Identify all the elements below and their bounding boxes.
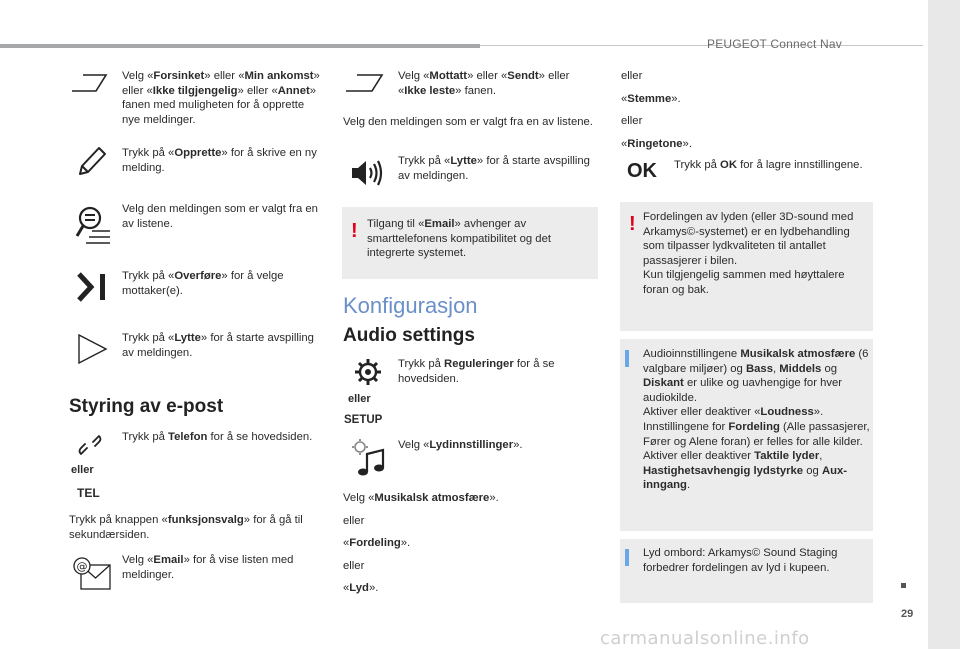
warning-icon: ! [629,213,636,235]
header-rule-thin [480,45,923,46]
running-header: PEUGEOT Connect Nav [707,37,842,51]
heading-konfigurasjon: Konfigurasjon [343,293,478,318]
play-icon [77,333,109,365]
ok-button: OK [627,160,657,182]
tel-button: TEL [77,486,100,500]
header-rule [0,44,480,48]
c2-p6: Velg «Musikalsk atmosfære». [343,492,499,504]
forward-icon [77,272,107,302]
c2-p8: «Lyd». [343,582,379,594]
heading-email: Styring av e-post [69,396,224,417]
heading-audio-settings: Audio settings [343,325,475,346]
c1-p8: Velg «Email» for å vise listen med meldinger. [122,554,294,581]
c1-p2: Trykk på «Opprette» for å skrive en ny melding. [122,147,317,174]
or-label: eller [348,393,371,405]
c2-p2: Velg den meldingen som er valgt fra en av listene. [343,116,593,128]
c3-p1: «Stemme». [621,93,681,105]
c3-info1: Audioinnstillingene Musikalsk atmosfære (6 valgbare miljøer) og Bass, Middels og Diskant er ulike og uavhengige for hver audiokilde. Aktiver eller deaktiver «Loudness». Innstillingene for Fordeling (Alle passasjerer, Fører og Alene foran) er felles for alle kilder. Aktiver eller deaktiver Taktile lyder, Hastighetsavhengig lydstyrke og Aux-inngang. [643,348,870,492]
speaker-icon [350,159,384,187]
c1-p3: Velg den meldingen som er valgt fra en av listene. [122,203,318,230]
message-list-icon [74,203,112,245]
sound-settings-icon [351,438,387,476]
watermark: carmanualsonline.info [600,628,810,649]
or-label: eller [71,464,94,476]
phone-icon [77,432,103,458]
info-icon [625,549,629,566]
setup-button: SETUP [344,414,383,426]
c3-info2: Lyd ombord: Arkamys© Sound Staging forbedrer fordelingen av lyd i kupeen. [643,547,838,574]
c2-p4: Trykk på Reguleringer for å se hovedsiden. [398,358,555,385]
pencil-icon [77,145,107,177]
warning-icon: ! [351,220,358,242]
c2-p7: «Fordeling». [343,537,411,549]
c1-p1: Velg «Forsinket» eller «Min ankomst» eller «Ikke tilgjengelig» eller «Annet» fanen med muligheten for å opprette nye meldinger. [122,70,320,126]
c3-p3: Trykk på OK for å lagre innstillingene. [674,159,863,171]
c3-p2: «Ringetone». [621,138,692,150]
or-text: eller [621,70,643,82]
tab-icon [345,73,387,93]
or-text: eller [621,115,643,127]
or-text: eller [343,560,365,572]
page-number: 29 [901,608,914,620]
c1-p6: Trykk på Telefon for å se hovedsiden. [122,431,313,443]
info-icon [625,350,629,367]
c2-p1: Velg «Mottatt» eller «Sendt» eller «Ikke leste» fanen. [398,70,570,97]
svg-text:@: @ [76,560,88,573]
tab-icon [71,73,111,93]
page-edge-tab [928,0,960,649]
or-text: eller [343,515,365,527]
c2-p3: Trykk på «Lytte» for å starte avspilling av meldingen. [398,155,590,182]
c1-p5: Trykk på «Lytte» for å starte avspilling av meldingen. [122,332,314,359]
gear-icon [354,358,382,386]
email-icon [72,556,112,592]
c3-warning: Fordelingen av lyden (eller 3D-sound med Arkamys©-systemet) er en lydbehandling som tilpasser lydkvaliteten til antallet passasjerer i bilen. Kun tilgjengelig sammen med høyttalere foran og bak. [643,211,854,296]
c2-p5: Velg «Lydinnstillinger». [398,439,523,451]
c1-p4: Trykk på «Overføre» for å velge mottaker(e). [122,270,284,297]
c2-note: Tilgang til «Email» avhenger av smarttelefonens kompatibilitet og det integrerte systemet. [367,218,551,260]
end-marker [901,583,906,588]
c1-p7: Trykk på knappen «funksjonsvalg» for å gå til sekundærsiden. [69,514,303,541]
